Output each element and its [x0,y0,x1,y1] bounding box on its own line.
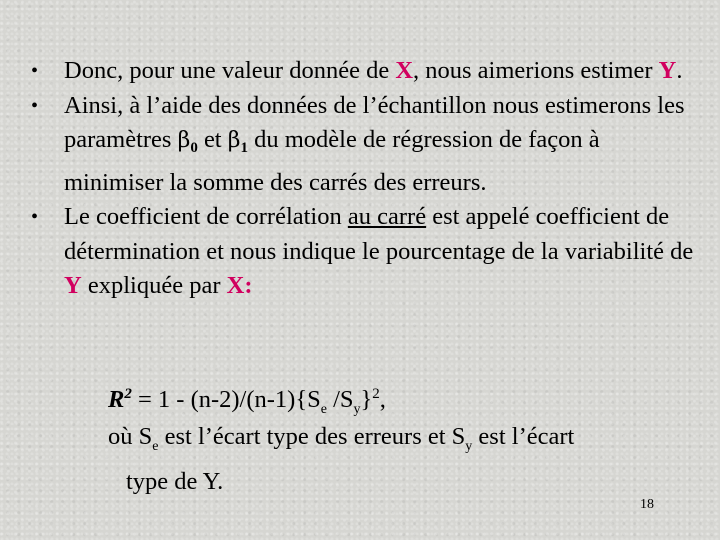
bullet-3 [26,200,696,304]
y-variable: Y [64,272,82,299]
formula-note [108,420,688,499]
bullet-2-connector: et [197,126,228,153]
bullet-2-text-2: du modèle de régression de façon à minimiser la somme des carrés des erreurs. [64,126,600,196]
bullet-marker: • [31,94,39,117]
note-line-2: type de Y. [126,467,224,495]
beta-symbol: β [177,128,191,153]
note-subscript-y: y [465,439,473,454]
bullet-marker: • [31,206,39,228]
beta-subscript-0: 0 [190,140,198,156]
r-superscript: 2 [124,386,132,402]
bullet-2 [26,89,696,201]
bullet-1-text: Donc, pour une valeur donnée de [64,57,396,84]
y-variable: Y [658,57,677,84]
formula-subscript-e: e [320,402,327,417]
formula-text-4: , [379,386,386,413]
note-text-2: est l’écart type des erreurs et S [158,423,466,450]
colon: : [244,272,253,299]
note-subscript-e: e [152,439,159,454]
x-variable: X [395,57,414,84]
r-symbol: R [108,386,125,413]
bullet-2-text: Ainsi, à l’aide des données de l’échantillon nous estimerons les paramètres [64,91,685,153]
bullet-1-text-2: , nous aimerions estimer [413,57,659,84]
formula-text-1: = 1 - (n-2)/(n-1){S [131,386,321,413]
bullet-3-text: Le coefficient de corrélation [64,203,348,230]
bullet-3-text-3: expliquée par [81,272,227,299]
x-variable: X [226,272,245,299]
note-text-3: est l’écart [472,423,575,450]
note-text-1: où S [108,423,153,450]
page-number: 18 [640,497,654,512]
beta-symbol: β [227,128,241,153]
underlined-text: au carré [347,203,427,230]
bullet-3-text-2: est appelé coefficient de détermination et nous indique le pourcentage de la variabilité de [64,203,694,265]
beta-subscript-1: 1 [240,140,248,156]
formula-text-2: /S [326,386,354,413]
bullet-marker: • [31,60,39,82]
bullet-1 [26,54,696,89]
formula-superscript-2: 2 [372,386,380,402]
bullet-1-text-3: . [676,57,683,84]
formula-subscript-y: y [353,402,361,417]
bullet-list [26,54,696,304]
formula-text-3: } [360,386,373,413]
